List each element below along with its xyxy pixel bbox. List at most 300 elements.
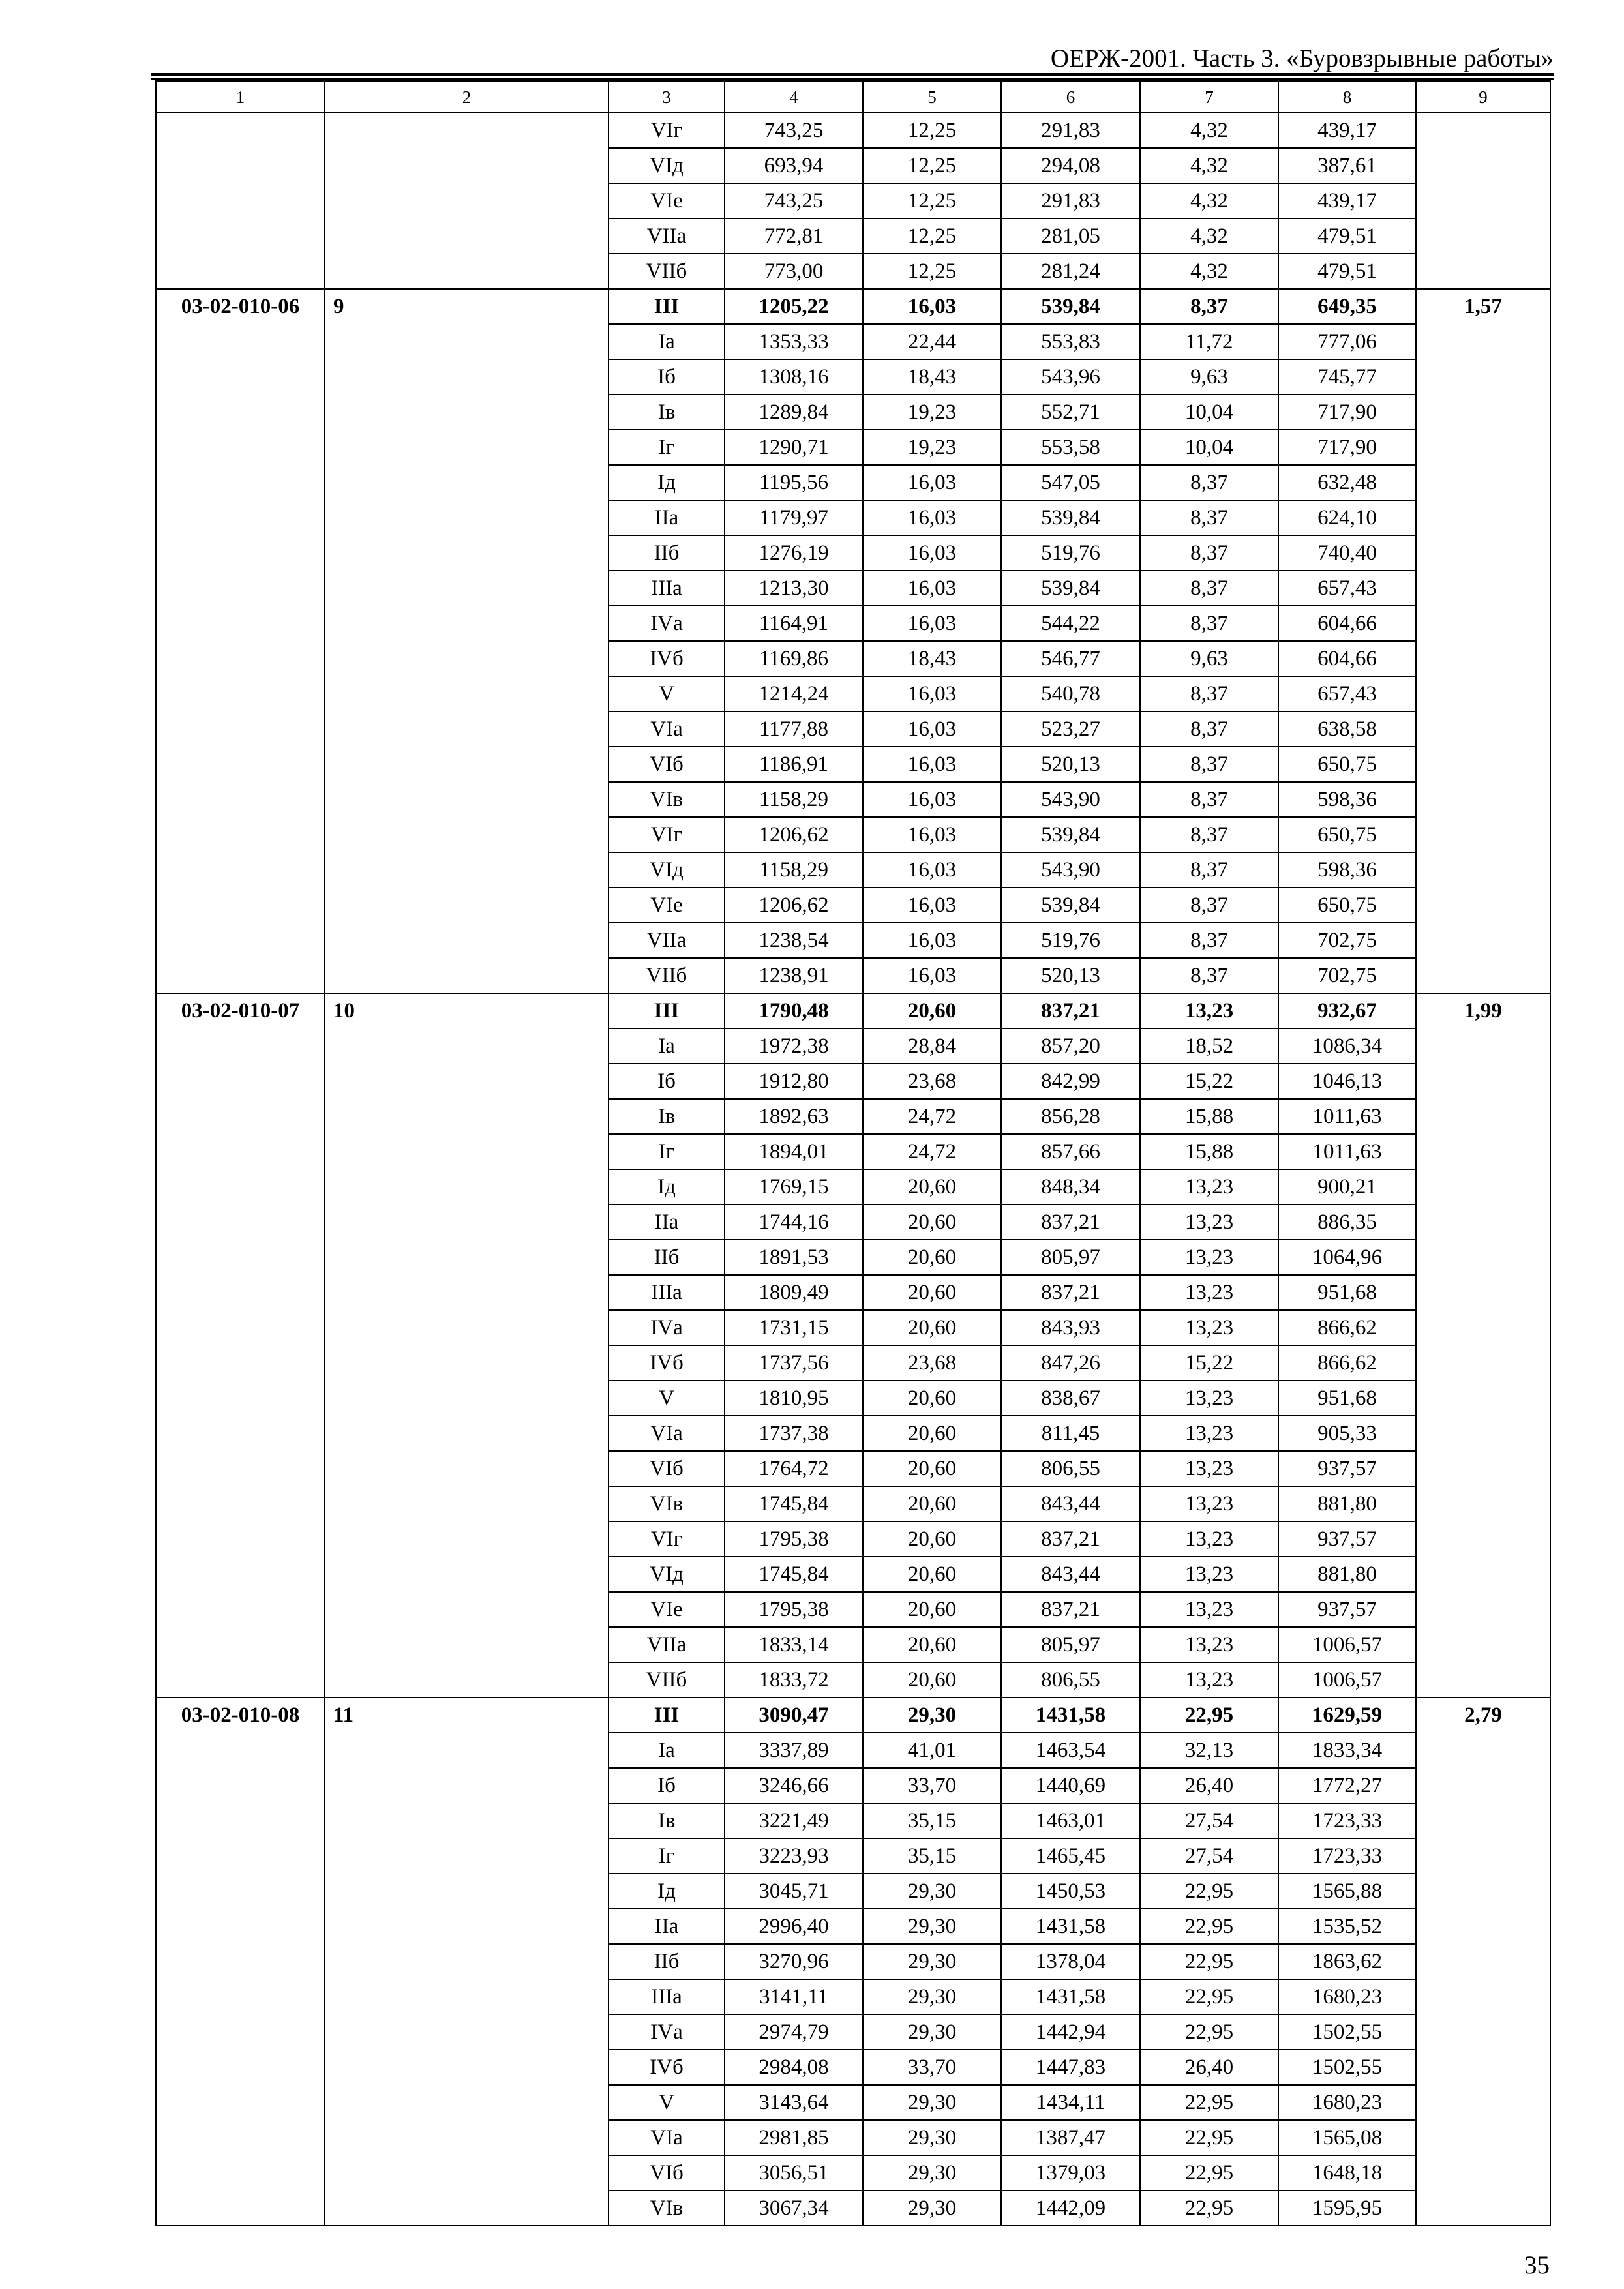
value-cell: 1680,23 xyxy=(1278,1979,1416,2014)
rock-group-cell: VIг xyxy=(609,817,725,852)
value-cell: 1177,88 xyxy=(725,711,863,747)
value-cell: 13,23 xyxy=(1140,1521,1278,1557)
rate-code: 03-02-010-06 xyxy=(156,289,325,993)
value-cell: 837,21 xyxy=(1001,1275,1140,1310)
rock-group-cell: IIб xyxy=(609,1944,725,1979)
value-cell: 2974,79 xyxy=(725,2014,863,2050)
rock-group-cell: VIв xyxy=(609,2191,725,2226)
value-cell: 539,84 xyxy=(1001,500,1140,535)
value-cell: 22,44 xyxy=(863,324,1001,359)
rock-group-cell: IIа xyxy=(609,1909,725,1944)
column-number: 1 xyxy=(156,81,325,113)
value-cell: 847,26 xyxy=(1001,1345,1140,1381)
value-cell: 281,05 xyxy=(1001,218,1140,254)
rock-group-cell: VIIа xyxy=(609,218,725,254)
value-cell: 13,23 xyxy=(1140,1451,1278,1486)
coefficient-cell: 1,99 xyxy=(1416,993,1550,1698)
value-cell: 805,97 xyxy=(1001,1240,1140,1275)
value-cell: 702,75 xyxy=(1278,923,1416,958)
value-cell: 13,23 xyxy=(1140,1204,1278,1240)
rock-group-cell: Iа xyxy=(609,1028,725,1064)
value-cell: 1769,15 xyxy=(725,1169,863,1204)
running-header: ОЕРЖ-2001. Часть 3. «Буровзрывные работы» xyxy=(1050,44,1554,72)
value-cell: 16,03 xyxy=(863,888,1001,923)
value-cell: 8,37 xyxy=(1140,711,1278,747)
value-cell: 866,62 xyxy=(1278,1345,1416,1381)
rock-group-cell: IVб xyxy=(609,1345,725,1381)
value-cell: 1205,22 xyxy=(725,289,863,324)
value-cell: 22,95 xyxy=(1140,2085,1278,2120)
value-cell: 29,30 xyxy=(863,2014,1001,2050)
value-cell: 1764,72 xyxy=(725,1451,863,1486)
value-cell: 16,03 xyxy=(863,500,1001,535)
value-cell: 837,21 xyxy=(1001,1521,1140,1557)
value-cell: 1431,58 xyxy=(1001,1909,1140,1944)
value-cell: 29,30 xyxy=(863,2085,1001,2120)
value-cell: 1535,52 xyxy=(1278,1909,1416,1944)
rock-group-cell: V xyxy=(609,2085,725,2120)
value-cell: 842,99 xyxy=(1001,1064,1140,1099)
value-cell: 26,40 xyxy=(1140,2050,1278,2085)
value-cell: 951,68 xyxy=(1278,1275,1416,1310)
value-cell: 693,94 xyxy=(725,148,863,183)
value-cell: 22,95 xyxy=(1140,1944,1278,1979)
value-cell: 881,80 xyxy=(1278,1486,1416,1521)
header-rule-thin xyxy=(151,78,1554,80)
value-cell: 29,30 xyxy=(863,2155,1001,2191)
value-cell: 29,30 xyxy=(863,1874,1001,1909)
rock-group-cell: VIа xyxy=(609,711,725,747)
value-cell: 16,03 xyxy=(863,782,1001,817)
rock-group-cell: VIIа xyxy=(609,1627,725,1662)
value-cell: 1442,94 xyxy=(1001,2014,1140,2050)
value-cell: 1810,95 xyxy=(725,1381,863,1416)
value-cell: 9,63 xyxy=(1140,359,1278,395)
value-cell: 27,54 xyxy=(1140,1803,1278,1838)
value-cell: 1214,24 xyxy=(725,676,863,711)
value-cell: 657,43 xyxy=(1278,676,1416,711)
rock-group-cell: VIв xyxy=(609,782,725,817)
rock-group-cell: IIIа xyxy=(609,1275,725,1310)
value-cell: 20,60 xyxy=(863,1204,1001,1240)
value-cell: 1745,84 xyxy=(725,1486,863,1521)
value-cell: 1502,55 xyxy=(1278,2050,1416,2085)
value-cell: 1440,69 xyxy=(1001,1768,1140,1803)
value-cell: 523,27 xyxy=(1001,711,1140,747)
value-cell: 544,22 xyxy=(1001,606,1140,641)
value-cell: 1565,88 xyxy=(1278,1874,1416,1909)
value-cell: 291,83 xyxy=(1001,113,1140,148)
value-cell: 479,51 xyxy=(1278,254,1416,289)
value-cell: 13,23 xyxy=(1140,1240,1278,1275)
value-cell: 598,36 xyxy=(1278,782,1416,817)
value-cell: 1431,58 xyxy=(1001,1979,1140,2014)
rock-group-cell: Iа xyxy=(609,1733,725,1768)
rock-group-cell: VIе xyxy=(609,888,725,923)
value-cell: 900,21 xyxy=(1278,1169,1416,1204)
value-cell: 24,72 xyxy=(863,1099,1001,1134)
value-cell: 1434,11 xyxy=(1001,2085,1140,2120)
value-cell: 553,83 xyxy=(1001,324,1140,359)
value-cell: 4,32 xyxy=(1140,218,1278,254)
value-cell: 1206,62 xyxy=(725,817,863,852)
value-cell: 1648,18 xyxy=(1278,2155,1416,2191)
value-cell: 12,25 xyxy=(863,218,1001,254)
table-row xyxy=(156,113,1550,148)
value-cell: 16,03 xyxy=(863,676,1001,711)
value-cell: 8,37 xyxy=(1140,958,1278,993)
value-cell: 8,37 xyxy=(1140,500,1278,535)
value-cell: 539,84 xyxy=(1001,571,1140,606)
value-cell: 520,13 xyxy=(1001,747,1140,782)
value-cell: 13,23 xyxy=(1140,1557,1278,1592)
value-cell: 29,30 xyxy=(863,2120,1001,2155)
value-cell: 13,23 xyxy=(1140,1486,1278,1521)
value-cell: 1431,58 xyxy=(1001,1698,1140,1733)
value-cell: 4,32 xyxy=(1140,183,1278,218)
value-cell: 13,23 xyxy=(1140,1416,1278,1451)
value-cell: 9,63 xyxy=(1140,641,1278,676)
value-cell: 1353,33 xyxy=(725,324,863,359)
value-cell: 16,03 xyxy=(863,535,1001,571)
value-cell: 1795,38 xyxy=(725,1521,863,1557)
value-cell: 33,70 xyxy=(863,2050,1001,2085)
column-number: 4 xyxy=(725,81,863,113)
value-cell: 20,60 xyxy=(863,1416,1001,1451)
column-number: 6 xyxy=(1001,81,1140,113)
rock-group-cell: Iг xyxy=(609,1134,725,1169)
value-cell: 604,66 xyxy=(1278,606,1416,641)
value-cell: 20,60 xyxy=(863,1310,1001,1345)
value-cell: 937,57 xyxy=(1278,1521,1416,1557)
value-cell: 4,32 xyxy=(1140,148,1278,183)
value-cell: 15,22 xyxy=(1140,1064,1278,1099)
value-cell: 1158,29 xyxy=(725,852,863,888)
value-cell: 16,03 xyxy=(863,923,1001,958)
rock-group-cell: IIа xyxy=(609,500,725,535)
value-cell: 539,84 xyxy=(1001,817,1140,852)
value-cell: 1894,01 xyxy=(725,1134,863,1169)
rock-group-cell: IVа xyxy=(609,2014,725,2050)
value-cell: 650,75 xyxy=(1278,747,1416,782)
value-cell: 1723,33 xyxy=(1278,1803,1416,1838)
value-cell: 1011,63 xyxy=(1278,1099,1416,1134)
value-cell: 23,68 xyxy=(863,1064,1001,1099)
value-cell: 539,84 xyxy=(1001,289,1140,324)
value-cell: 1289,84 xyxy=(725,395,863,430)
value-cell: 857,20 xyxy=(1001,1028,1140,1064)
value-cell: 632,48 xyxy=(1278,465,1416,500)
value-cell: 837,21 xyxy=(1001,993,1140,1028)
rock-group-cell: Iд xyxy=(609,465,725,500)
rock-group-cell: Iв xyxy=(609,1803,725,1838)
value-cell: 2984,08 xyxy=(725,2050,863,2085)
value-cell: 439,17 xyxy=(1278,183,1416,218)
table-body xyxy=(156,81,1550,2226)
value-cell: 26,40 xyxy=(1140,1768,1278,1803)
value-cell: 20,60 xyxy=(863,1381,1001,1416)
value-cell: 905,33 xyxy=(1278,1416,1416,1451)
value-cell: 1744,16 xyxy=(725,1204,863,1240)
rock-group-cell: VIб xyxy=(609,2155,725,2191)
value-cell: 27,54 xyxy=(1140,1838,1278,1874)
value-cell: 886,35 xyxy=(1278,1204,1416,1240)
value-cell: 1565,08 xyxy=(1278,2120,1416,2155)
value-cell: 10,04 xyxy=(1140,430,1278,465)
rock-group-cell: IIIа xyxy=(609,571,725,606)
value-cell: 4,32 xyxy=(1140,254,1278,289)
value-cell: 866,62 xyxy=(1278,1310,1416,1345)
value-cell: 15,88 xyxy=(1140,1134,1278,1169)
rock-group-cell: IIа xyxy=(609,1204,725,1240)
value-cell: 35,15 xyxy=(863,1803,1001,1838)
value-cell: 553,58 xyxy=(1001,430,1140,465)
rock-group-cell: Iг xyxy=(609,430,725,465)
value-cell: 857,66 xyxy=(1001,1134,1140,1169)
value-cell: 11,72 xyxy=(1140,324,1278,359)
value-cell: 937,57 xyxy=(1278,1451,1416,1486)
value-cell: 543,96 xyxy=(1001,359,1140,395)
value-cell: 3337,89 xyxy=(725,1733,863,1768)
value-cell: 20,60 xyxy=(863,1627,1001,1662)
value-cell: 772,81 xyxy=(725,218,863,254)
value-cell: 8,37 xyxy=(1140,817,1278,852)
value-cell: 638,58 xyxy=(1278,711,1416,747)
value-cell: 650,75 xyxy=(1278,888,1416,923)
value-cell: 624,10 xyxy=(1278,500,1416,535)
value-cell: 29,30 xyxy=(863,1698,1001,1733)
value-cell: 479,51 xyxy=(1278,218,1416,254)
table-row xyxy=(156,289,1550,324)
value-cell: 837,21 xyxy=(1001,1204,1140,1240)
value-cell: 13,23 xyxy=(1140,993,1278,1028)
value-cell: 16,03 xyxy=(863,747,1001,782)
value-cell: 29,30 xyxy=(863,2191,1001,2226)
value-cell: 951,68 xyxy=(1278,1381,1416,1416)
value-cell: 29,30 xyxy=(863,1944,1001,1979)
value-cell: 932,67 xyxy=(1278,993,1416,1028)
value-cell: 281,24 xyxy=(1001,254,1140,289)
rock-group-cell: VIIб xyxy=(609,958,725,993)
value-cell: 657,43 xyxy=(1278,571,1416,606)
value-cell: 1809,49 xyxy=(725,1275,863,1310)
value-cell: 773,00 xyxy=(725,254,863,289)
value-cell: 15,22 xyxy=(1140,1345,1278,1381)
column-number: 8 xyxy=(1278,81,1416,113)
value-cell: 20,60 xyxy=(863,1275,1001,1310)
value-cell: 22,95 xyxy=(1140,2014,1278,2050)
value-cell: 2996,40 xyxy=(725,1909,863,1944)
value-cell: 8,37 xyxy=(1140,852,1278,888)
value-cell: 294,08 xyxy=(1001,148,1140,183)
value-cell: 1206,62 xyxy=(725,888,863,923)
rock-group-cell: Iб xyxy=(609,1064,725,1099)
value-cell: 717,90 xyxy=(1278,430,1416,465)
value-cell: 1179,97 xyxy=(725,500,863,535)
value-cell: 1195,56 xyxy=(725,465,863,500)
value-cell: 1169,86 xyxy=(725,641,863,676)
value-cell: 1442,09 xyxy=(1001,2191,1140,2226)
value-cell: 13,23 xyxy=(1140,1381,1278,1416)
column-number: 2 xyxy=(325,81,609,113)
value-cell: 1833,34 xyxy=(1278,1733,1416,1768)
value-cell: 1745,84 xyxy=(725,1557,863,1592)
value-cell: 12,25 xyxy=(863,113,1001,148)
column-number: 7 xyxy=(1140,81,1278,113)
value-cell: 1502,55 xyxy=(1278,2014,1416,2050)
value-cell: 8,37 xyxy=(1140,676,1278,711)
value-cell: 13,23 xyxy=(1140,1310,1278,1345)
value-cell: 806,55 xyxy=(1001,1451,1140,1486)
value-cell: 543,90 xyxy=(1001,782,1140,817)
value-cell: 19,23 xyxy=(863,430,1001,465)
value-cell: 805,97 xyxy=(1001,1627,1140,1662)
value-cell: 1465,45 xyxy=(1001,1838,1140,1874)
value-cell: 12,25 xyxy=(863,148,1001,183)
value-cell: 1086,34 xyxy=(1278,1028,1416,1064)
rock-group-cell: III xyxy=(609,1698,725,1733)
value-cell: 743,25 xyxy=(725,113,863,148)
rates-table xyxy=(155,80,1551,2226)
value-cell: 3270,96 xyxy=(725,1944,863,1979)
value-cell: 552,71 xyxy=(1001,395,1140,430)
value-cell: 1447,83 xyxy=(1001,2050,1140,2085)
value-cell: 604,66 xyxy=(1278,641,1416,676)
value-cell: 22,95 xyxy=(1140,2191,1278,2226)
value-cell: 13,23 xyxy=(1140,1662,1278,1698)
value-cell: 18,52 xyxy=(1140,1028,1278,1064)
rock-group-cell: Iб xyxy=(609,1768,725,1803)
value-cell: 24,72 xyxy=(863,1134,1001,1169)
value-cell: 33,70 xyxy=(863,1768,1001,1803)
value-cell: 16,03 xyxy=(863,289,1001,324)
value-cell: 16,03 xyxy=(863,465,1001,500)
value-cell: 12,25 xyxy=(863,183,1001,218)
rock-group-cell: VIв xyxy=(609,1486,725,1521)
value-cell: 3246,66 xyxy=(725,1768,863,1803)
value-cell: 1731,15 xyxy=(725,1310,863,1345)
rock-group-cell: Iб xyxy=(609,359,725,395)
value-cell: 20,60 xyxy=(863,1557,1001,1592)
value-cell: 32,13 xyxy=(1140,1733,1278,1768)
position-number xyxy=(325,113,609,289)
value-cell: 1238,91 xyxy=(725,958,863,993)
value-cell: 1892,63 xyxy=(725,1099,863,1134)
value-cell: 717,90 xyxy=(1278,395,1416,430)
value-cell: 16,03 xyxy=(863,606,1001,641)
rock-group-cell: Iв xyxy=(609,395,725,430)
value-cell: 1011,63 xyxy=(1278,1134,1416,1169)
value-cell: 12,25 xyxy=(863,254,1001,289)
value-cell: 13,23 xyxy=(1140,1627,1278,1662)
value-cell: 1006,57 xyxy=(1278,1627,1416,1662)
value-cell: 745,77 xyxy=(1278,359,1416,395)
table-row xyxy=(156,993,1550,1028)
rock-group-cell: V xyxy=(609,1381,725,1416)
coefficient-cell: 1,57 xyxy=(1416,289,1550,993)
value-cell: 8,37 xyxy=(1140,535,1278,571)
rock-group-cell: III xyxy=(609,289,725,324)
value-cell: 20,60 xyxy=(863,1451,1001,1486)
value-cell: 543,90 xyxy=(1001,852,1140,888)
value-cell: 16,03 xyxy=(863,852,1001,888)
value-cell: 8,37 xyxy=(1140,747,1278,782)
value-cell: 519,76 xyxy=(1001,535,1140,571)
value-cell: 16,03 xyxy=(863,571,1001,606)
value-cell: 649,35 xyxy=(1278,289,1416,324)
rate-code: 03-02-010-07 xyxy=(156,993,325,1698)
rock-group-cell: IIб xyxy=(609,1240,725,1275)
value-cell: 1629,59 xyxy=(1278,1698,1416,1733)
value-cell: 1213,30 xyxy=(725,571,863,606)
value-cell: 2981,85 xyxy=(725,2120,863,2155)
value-cell: 22,95 xyxy=(1140,1698,1278,1733)
value-cell: 20,60 xyxy=(863,1592,1001,1627)
rock-group-cell: Iв xyxy=(609,1099,725,1134)
coefficient-cell xyxy=(1416,113,1550,289)
rock-group-cell: IVа xyxy=(609,606,725,641)
value-cell: 29,30 xyxy=(863,1909,1001,1944)
rock-group-cell: VIд xyxy=(609,148,725,183)
value-cell: 1737,38 xyxy=(725,1416,863,1451)
value-cell: 20,60 xyxy=(863,1486,1001,1521)
position-number: 10 xyxy=(325,993,609,1698)
value-cell: 3141,11 xyxy=(725,1979,863,2014)
value-cell: 540,78 xyxy=(1001,676,1140,711)
position-number: 11 xyxy=(325,1698,609,2226)
value-cell: 22,95 xyxy=(1140,1874,1278,1909)
value-cell: 547,05 xyxy=(1001,465,1140,500)
value-cell: 1863,62 xyxy=(1278,1944,1416,1979)
rock-group-cell: VIIа xyxy=(609,923,725,958)
rock-group-cell: Iг xyxy=(609,1838,725,1874)
rate-code xyxy=(156,113,325,289)
value-cell: 1463,54 xyxy=(1001,1733,1140,1768)
value-cell: 20,60 xyxy=(863,993,1001,1028)
rock-group-cell: VIг xyxy=(609,1521,725,1557)
rock-group-cell: III xyxy=(609,993,725,1028)
value-cell: 1772,27 xyxy=(1278,1768,1416,1803)
value-cell: 1064,96 xyxy=(1278,1240,1416,1275)
value-cell: 8,37 xyxy=(1140,289,1278,324)
column-number: 9 xyxy=(1416,81,1550,113)
value-cell: 1238,54 xyxy=(725,923,863,958)
value-cell: 387,61 xyxy=(1278,148,1416,183)
position-number: 9 xyxy=(325,289,609,993)
value-cell: 16,03 xyxy=(863,711,1001,747)
value-cell: 598,36 xyxy=(1278,852,1416,888)
value-cell: 22,95 xyxy=(1140,1979,1278,2014)
value-cell: 10,04 xyxy=(1140,395,1278,430)
rock-group-cell: Iд xyxy=(609,1874,725,1909)
value-cell: 837,21 xyxy=(1001,1592,1140,1627)
rock-group-cell: VIб xyxy=(609,747,725,782)
value-cell: 843,44 xyxy=(1001,1486,1140,1521)
value-cell: 546,77 xyxy=(1001,641,1140,676)
rate-code: 03-02-010-08 xyxy=(156,1698,325,2226)
value-cell: 702,75 xyxy=(1278,958,1416,993)
value-cell: 3223,93 xyxy=(725,1838,863,1874)
rock-group-cell: VIе xyxy=(609,1592,725,1627)
value-cell: 1164,91 xyxy=(725,606,863,641)
value-cell: 1290,71 xyxy=(725,430,863,465)
value-cell: 28,84 xyxy=(863,1028,1001,1064)
value-cell: 16,03 xyxy=(863,817,1001,852)
value-cell: 1463,01 xyxy=(1001,1803,1140,1838)
value-cell: 1186,91 xyxy=(725,747,863,782)
value-cell: 18,43 xyxy=(863,359,1001,395)
value-cell: 3090,47 xyxy=(725,1698,863,1733)
